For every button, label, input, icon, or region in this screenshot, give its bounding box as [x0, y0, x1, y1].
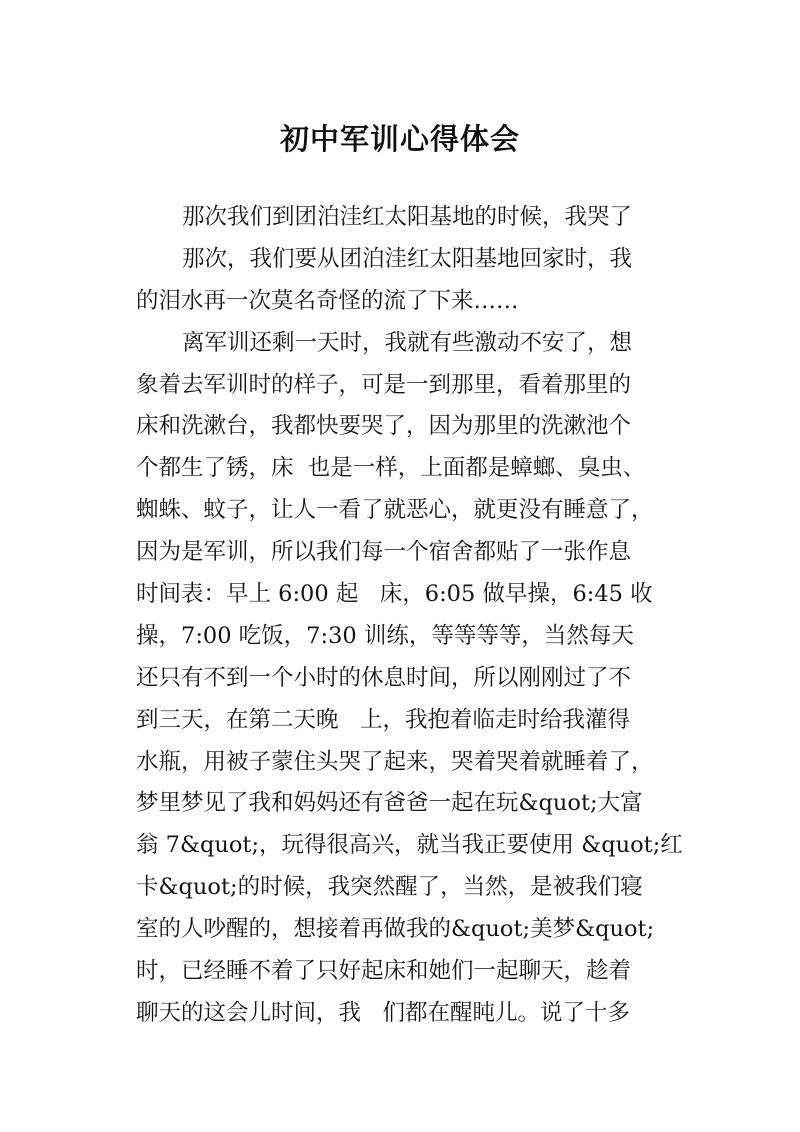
text-line: 到三天，在第二天晚 上，我抱着临走时给我灌得: [136, 706, 630, 733]
text-line: 水瓶，用被子蒙住头哭了起来，哭着哭着就睡着了，: [136, 748, 654, 775]
document-body: [136, 197, 706, 1035]
text-line: 梦里梦见了我和妈妈还有爸爸一起在玩&quot;大富: [136, 790, 643, 817]
text-line: 翁 7&quot;，玩得很高兴，就当我正要使用 &quot;红: [136, 832, 683, 859]
text-line: 离军训还剩一天时，我就有些激动不安了，想: [182, 329, 633, 356]
text-line: 聊天的这会儿时间，我 们都在醒盹儿。说了十多: [136, 999, 630, 1026]
text-line: 个都生了锈，床 也是一样，上面都是蟑螂、臭虫、: [136, 455, 646, 482]
text-line: 卡&quot;的时候，我突然醒了，当然，是被我们寝: [136, 874, 643, 901]
text-line: 那次，我们要从团泊洼红太阳基地回家时，我: [182, 245, 633, 272]
text-line: 那次我们到团泊洼红太阳基地的时候，我哭了: [182, 204, 633, 230]
text-line: 操，7:00 吃饭，7:30 训练，等等等等，当然每天: [136, 622, 634, 649]
text-line: 时，已经睡不着了只好起床和她们一起聊天，趁着: [136, 958, 632, 985]
text-line: 象着去军训时的样子，可是一到那里，看着那里的: [136, 371, 632, 398]
document-title: 初中军训心得体会: [279, 122, 520, 157]
text-line: 因为是军训，所以我们每一个宿舍都贴了一张作息: [136, 539, 632, 566]
text-line: 还只有不到一个小时的休息时间，所以刚刚过了不: [136, 664, 632, 691]
text-line: 室的人吵醒的，想接着再做我的&quot;美梦&quot;: [136, 916, 655, 943]
text-line: 床和洗漱台，我都快要哭了，因为那里的洗漱池个: [136, 413, 632, 440]
text-line: 的泪水再一次莫名奇怪的流了下来……: [136, 287, 519, 314]
text-line: 蜘蛛、蚊子，让人一看了就恶心，就更没有睡意了，: [136, 497, 654, 524]
text-line: 时间表：早上 6:00 起 床，6:05 做早操，6:45 收: [136, 581, 653, 608]
